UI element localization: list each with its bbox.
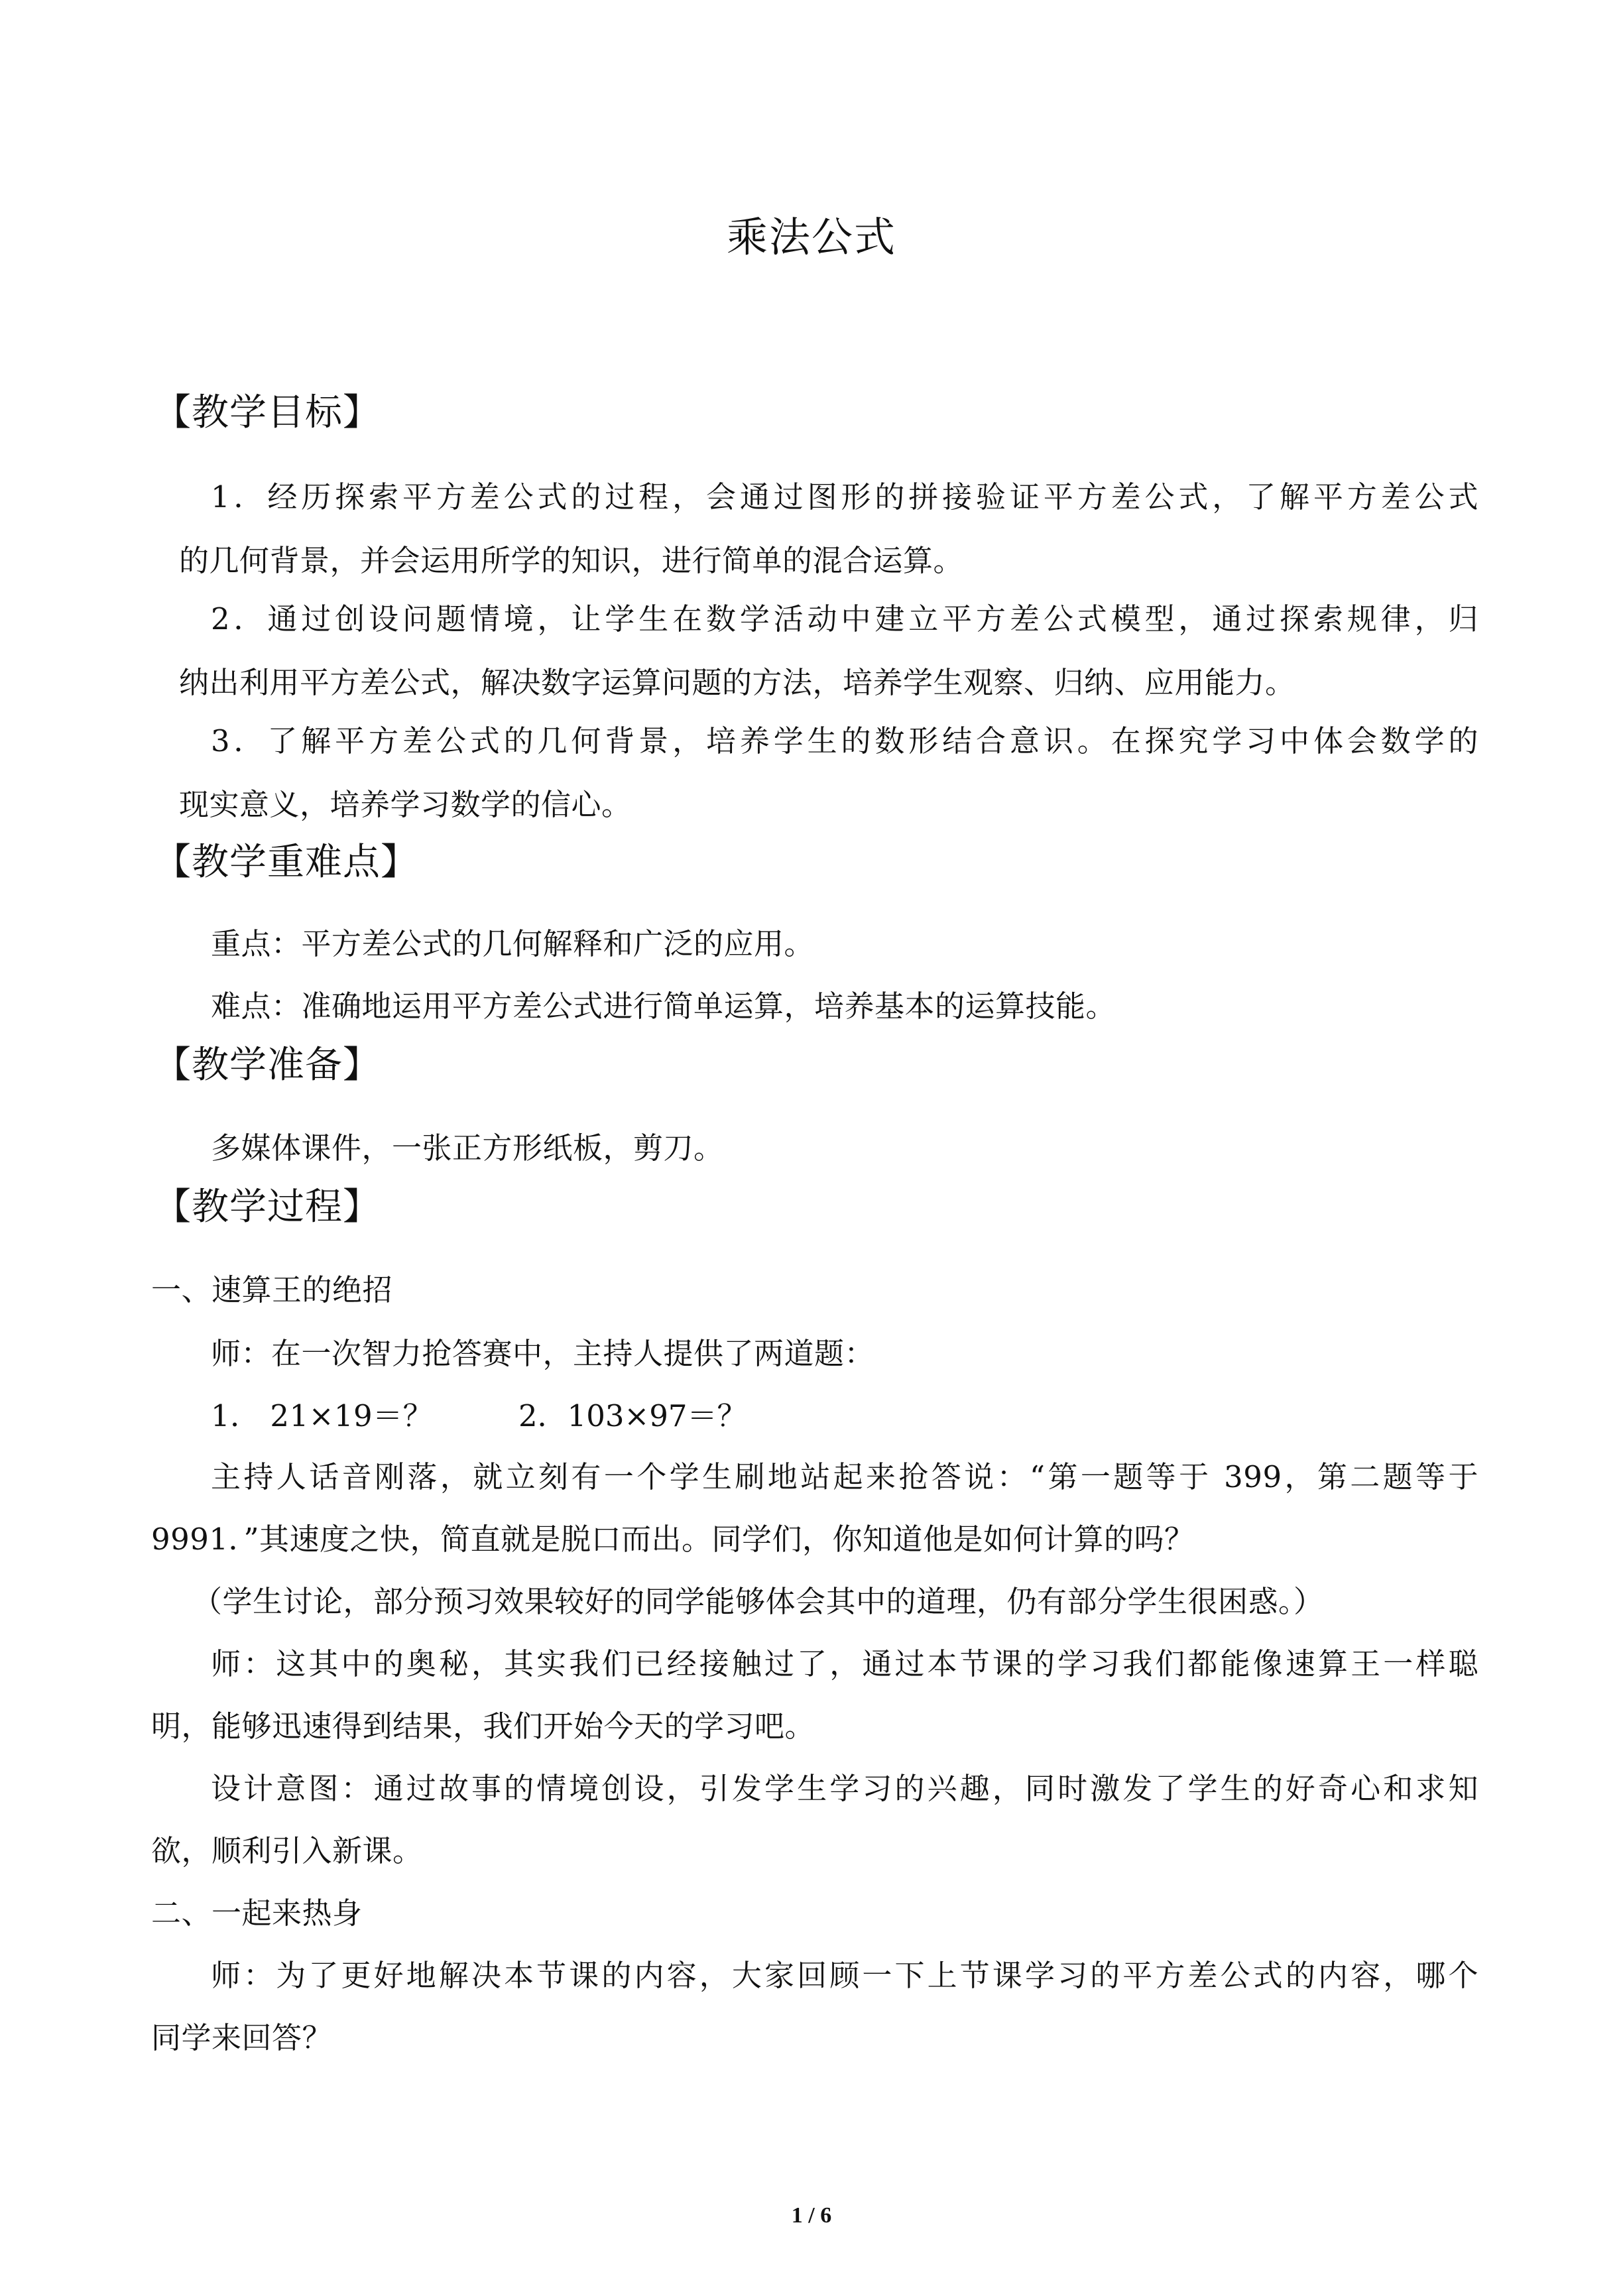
objective-line: 现实意义，培养学习数学的信心。: [179, 787, 632, 822]
paragraph-line: 师：在一次智力抢答赛中，主持人提供了两道题：: [211, 1336, 875, 1371]
page-indicator: 1 / 6: [791, 2203, 832, 2228]
section-heading-key-points: 【教学重难点】: [154, 841, 418, 884]
paragraph-line: （学生讨论，部分预习效果较好的同学能够体会其中的道理，仍有部分学生很困惑。）: [192, 1584, 1324, 1619]
question-2: 2．103×97＝？: [518, 1398, 747, 1433]
document-title: 乘法公式: [726, 213, 896, 261]
section-heading-process: 【教学过程】: [154, 1185, 381, 1229]
key-point-line: 重点：平方差公式的几何解释和广泛的应用。: [211, 926, 815, 961]
paragraph-line: 9991．”其速度之快，简直就是脱口而出。同学们，你知道他是如何计算的吗？: [151, 1522, 1195, 1557]
paragraph-line: 同学来回答？: [151, 2020, 333, 2055]
difficulty-line: 难点：准确地运用平方差公式进行简单运算，培养基本的运算技能。: [211, 989, 1116, 1024]
question-1: 1． 21×19＝？: [211, 1398, 434, 1433]
objective-line: 2．通过创设问题情境，让学生在数学活动中建立平方差公式模型，通过探索规律，归: [211, 601, 1478, 636]
part-title: 二、一起来热身: [151, 1896, 363, 1931]
paragraph-line: 主持人话音刚落，就立刻有一个学生刷地站起来抢答说：“第一题等于 399，第二题等于: [211, 1459, 1478, 1494]
objective-line: 纳出利用平方差公式，解决数字运算问题的方法，培养学生观察、归纳、应用能力。: [179, 665, 1295, 700]
paragraph-line: 师：这其中的奥秘，其实我们已经接触过了，通过本节课的学习我们都能像速算王一样聪: [211, 1646, 1478, 1681]
section-heading-preparation: 【教学准备】: [154, 1044, 381, 1087]
paragraph-line: 师：为了更好地解决本节课的内容，大家回顾一下上节课学习的平方差公式的内容，哪个: [211, 1958, 1478, 1993]
paragraph-line: 欲，顺利引入新课。: [151, 1833, 423, 1868]
objective-line: 3．了解平方差公式的几何背景，培养学生的数形结合意识。在探究学习中体会数学的: [211, 723, 1478, 758]
objective-line: 的几何背景，并会运用所学的知识，进行简单的混合运算。: [179, 543, 964, 578]
section-heading-objectives: 【教学目标】: [154, 391, 381, 434]
paragraph-line: 明，能够迅速得到结果，我们开始今天的学习吧。: [151, 1709, 815, 1744]
paragraph-line: 设计意图：通过故事的情境创设，引发学生学习的兴趣，同时激发了学生的好奇心和求知: [211, 1771, 1478, 1806]
part-title: 一、速算王的绝招: [151, 1272, 393, 1307]
objective-line: 1．经历探索平方差公式的过程，会通过图形的拼接验证平方差公式，了解平方差公式: [211, 479, 1478, 514]
preparation-line: 多媒体课件，一张正方形纸板，剪刀。: [211, 1130, 724, 1166]
